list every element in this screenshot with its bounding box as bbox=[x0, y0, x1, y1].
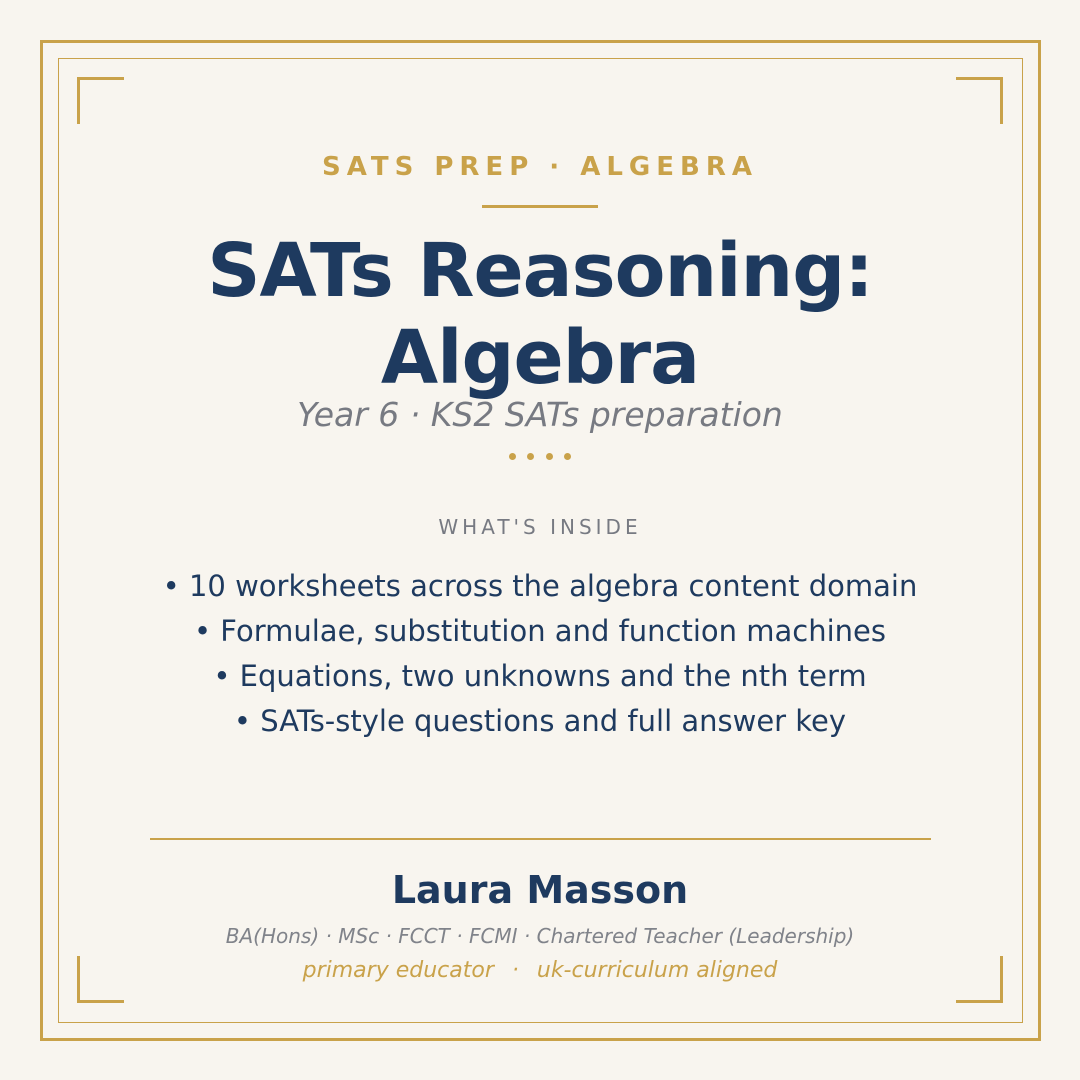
divider-dot bbox=[546, 453, 553, 460]
divider-dot bbox=[509, 453, 516, 460]
tag-curriculum: uk-curriculum aligned bbox=[536, 958, 778, 983]
eyebrow-divider bbox=[482, 205, 598, 208]
title-line-2: Algebra bbox=[380, 315, 700, 401]
title-line-1: SATs Reasoning: bbox=[207, 228, 873, 314]
category-eyebrow: SATS PREP · ALGEBRA bbox=[322, 152, 758, 182]
dot-divider bbox=[509, 453, 571, 461]
divider-dot bbox=[527, 453, 534, 460]
section-label: WHAT'S INSIDE bbox=[438, 515, 642, 539]
footer-divider bbox=[150, 838, 931, 840]
page-title bbox=[0, 228, 1080, 402]
list-item: • 10 worksheets across the algebra content domain bbox=[162, 569, 918, 603]
list-item: • SATs-style questions and full answer key bbox=[233, 704, 847, 738]
divider-dot bbox=[564, 453, 571, 460]
list-item: • Formulae, substitution and function machines bbox=[193, 614, 886, 648]
author-name: Laura Masson bbox=[391, 868, 689, 912]
author-tags bbox=[0, 958, 1080, 983]
corner-ornament-top-right bbox=[956, 77, 1003, 124]
tag-separator: · bbox=[511, 958, 519, 983]
list-item: • Equations, two unknowns and the nth term bbox=[213, 659, 867, 693]
tag-primary-educator: primary educator bbox=[302, 958, 494, 983]
subtitle: Year 6 · KS2 SATs preparation bbox=[297, 395, 783, 434]
corner-ornament-top-left bbox=[77, 77, 124, 124]
author-credentials: BA(Hons) · MSc · FCCT · FCMI · Chartered Teacher (Leadership) bbox=[225, 924, 855, 948]
contents-list bbox=[0, 564, 1080, 744]
